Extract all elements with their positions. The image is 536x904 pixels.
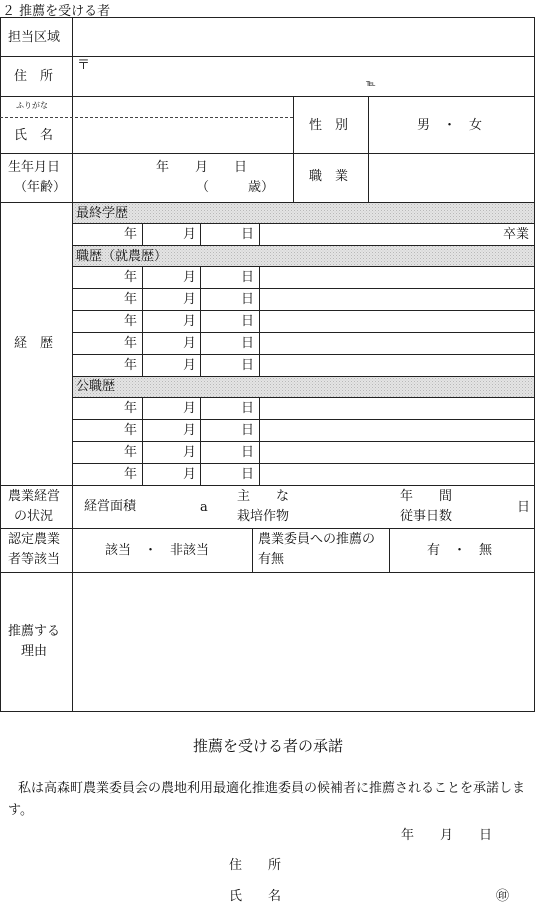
crops-label-1: 主 な	[237, 489, 290, 504]
work-year: 年	[124, 292, 138, 307]
reason-label-1: 推薦する	[8, 624, 61, 639]
address-field[interactable]	[74, 58, 534, 95]
days-label-1: 年 間	[400, 489, 453, 504]
work-year: 年	[124, 270, 138, 285]
cert-label-1: 認定農業	[8, 532, 61, 547]
consent-title: 推薦を受ける者の承諾	[192, 737, 343, 755]
tel-mark: ℡	[366, 79, 376, 89]
area-field[interactable]	[74, 19, 534, 55]
seal-mark: ㊞	[496, 889, 510, 904]
name-field[interactable]	[74, 119, 292, 152]
graduate-label: 卒業	[503, 227, 530, 242]
crops-label-2: 栽培作物	[237, 509, 290, 524]
work-month: 月	[183, 358, 197, 373]
edu-day: 日	[241, 227, 255, 242]
public-year: 年	[124, 445, 138, 460]
days-label-2: 従事日数	[400, 509, 453, 524]
work-month: 月	[183, 336, 197, 351]
job-label: 職 業	[309, 169, 349, 184]
address-label: 住 所	[14, 69, 54, 84]
edu-band	[72, 203, 535, 223]
farm-area-label: 経営面積	[84, 499, 137, 514]
consent-name-label: 氏 名	[229, 889, 282, 904]
history-label: 経 歴	[14, 336, 54, 351]
consent-body: 私は高森町農業委員会の農地利用最適化推進委員の候補者に推薦されることを承諾します。	[8, 781, 526, 818]
birth-age[interactable]: （ 歳）	[196, 180, 275, 195]
public-header: 公職歴	[76, 379, 116, 394]
public-band	[72, 376, 535, 397]
public-month: 月	[183, 401, 197, 416]
days-unit: 日	[517, 500, 531, 515]
public-month: 月	[183, 423, 197, 438]
cert-label-2: 者等該当	[8, 552, 61, 567]
birth-date[interactable]: 年 月 日	[156, 160, 248, 175]
sex-options[interactable]: 男 ・ 女	[417, 118, 483, 133]
farm-area-unit: a	[200, 500, 208, 515]
reason-field[interactable]	[74, 574, 534, 710]
work-day: 日	[241, 270, 255, 285]
rec-label-2: 有無	[258, 552, 285, 567]
section-heading: ２ 推薦を受ける者	[2, 4, 111, 19]
cert-options[interactable]: 該当 ・ 非該当	[105, 543, 210, 558]
work-month: 月	[183, 314, 197, 329]
consent-address-label: 住 所	[229, 858, 282, 873]
name-label: 氏 名	[14, 128, 54, 143]
sex-label: 性 別	[309, 118, 349, 133]
public-day: 日	[241, 401, 255, 416]
area-label: 担当区域	[8, 30, 61, 45]
edu-month: 月	[183, 227, 197, 242]
reason-label-2: 理由	[21, 644, 48, 659]
work-month: 月	[183, 270, 197, 285]
rec-options[interactable]: 有 ・ 無	[427, 543, 493, 558]
public-day: 日	[241, 467, 255, 482]
birth-label-2: （年齢）	[14, 180, 67, 195]
work-year: 年	[124, 358, 138, 373]
public-year: 年	[124, 401, 138, 416]
public-day: 日	[241, 445, 255, 460]
public-year: 年	[124, 467, 138, 482]
furigana-field[interactable]	[74, 98, 292, 116]
edu-year: 年	[124, 227, 138, 242]
furigana-label: ふりがな	[16, 101, 48, 110]
public-month: 月	[183, 445, 197, 460]
public-day: 日	[241, 423, 255, 438]
work-header: 職歴（就農歴）	[76, 249, 168, 264]
work-year: 年	[124, 314, 138, 329]
rec-label-1: 農業委員への推薦の	[258, 532, 376, 547]
consent-date[interactable]: 年 月 日	[401, 828, 493, 843]
public-year: 年	[124, 423, 138, 438]
postal-mark: 〒	[77, 58, 91, 73]
job-field[interactable]	[370, 155, 534, 201]
work-day: 日	[241, 292, 255, 307]
work-day: 日	[241, 358, 255, 373]
work-day: 日	[241, 314, 255, 329]
work-month: 月	[183, 292, 197, 307]
work-day: 日	[241, 336, 255, 351]
edu-header: 最終学歴	[76, 206, 129, 221]
farm-label-2: の状況	[14, 509, 54, 524]
birth-label-1: 生年月日	[8, 160, 61, 175]
farm-label-1: 農業経営	[8, 489, 61, 504]
work-year: 年	[124, 336, 138, 351]
public-month: 月	[183, 467, 197, 482]
